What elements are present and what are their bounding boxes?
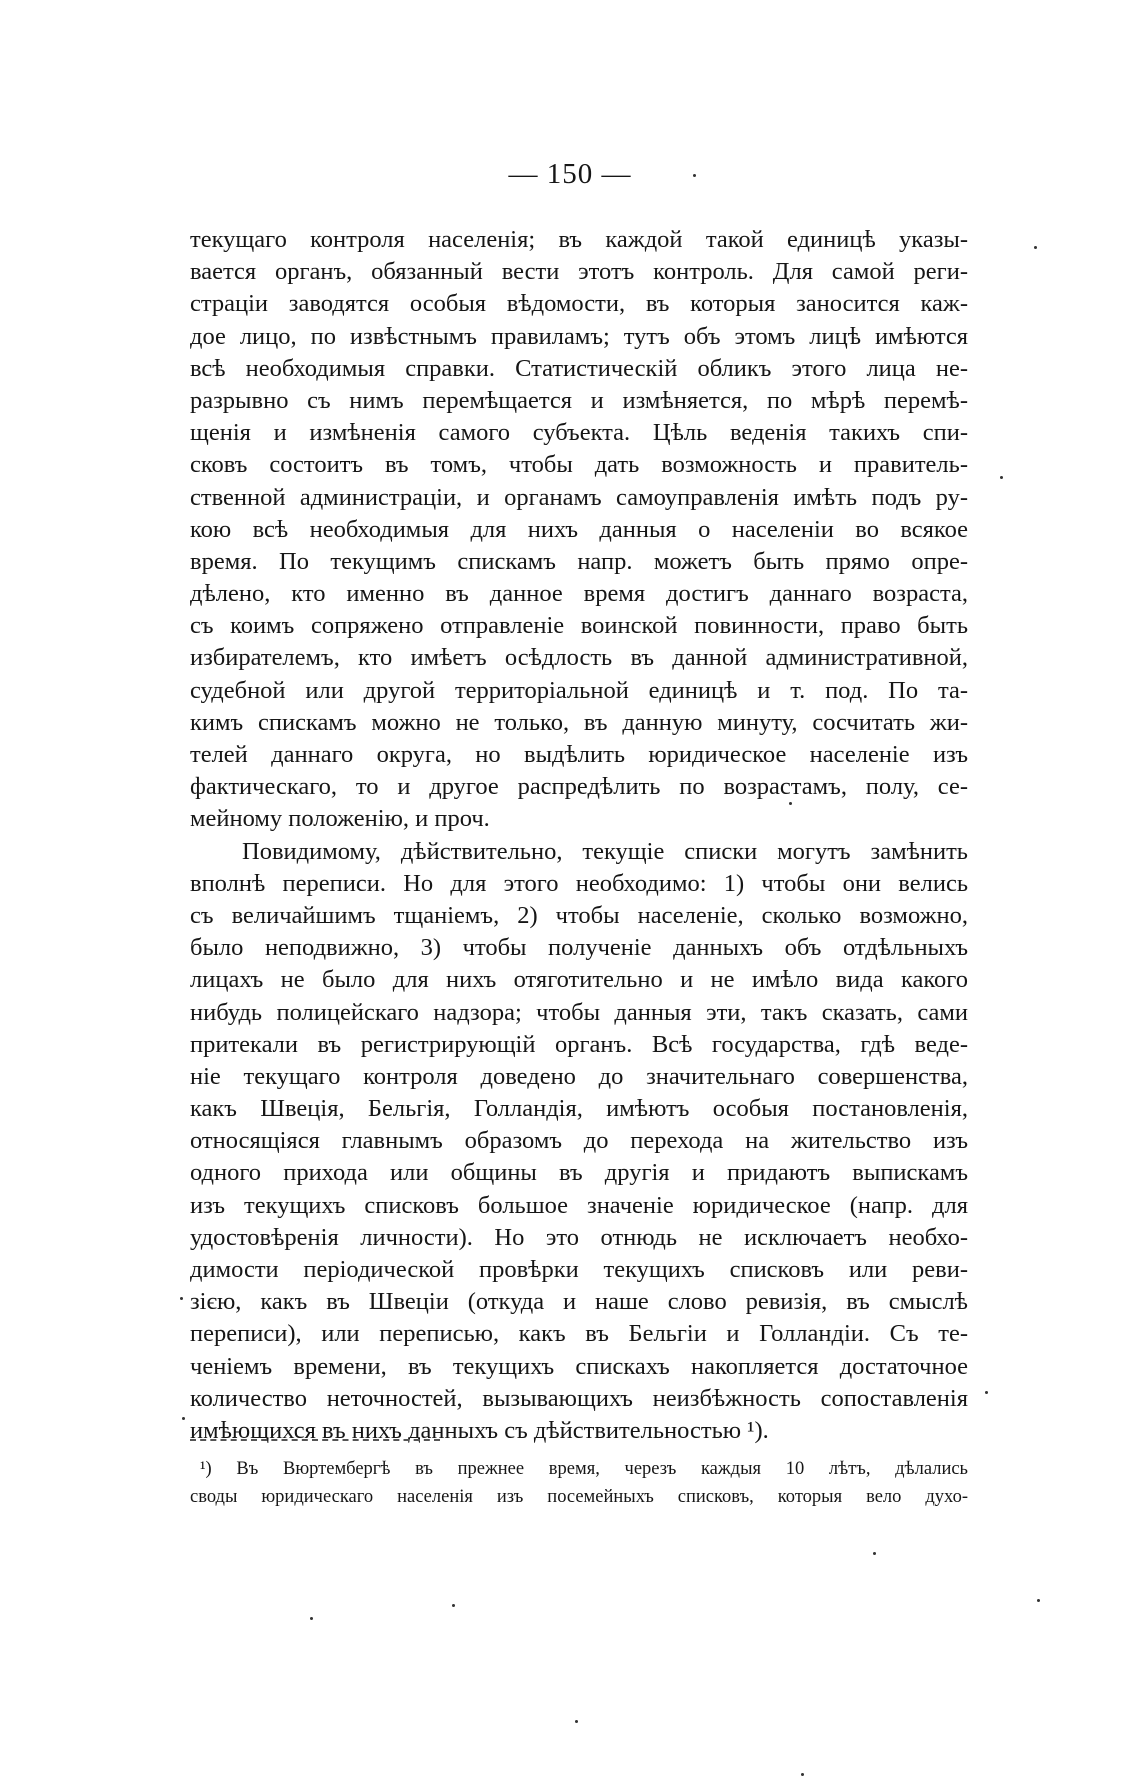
text-line: сковъ состоитъ въ томъ, чтобы дать возможность и правитель- <box>190 451 968 479</box>
text-line: время. По текущимъ спискамъ напр. можетъ быть прямо опре- <box>190 547 968 575</box>
text-line: ченіемъ времени, въ текущихъ спискахъ накопляется достаточное <box>190 1352 968 1380</box>
text-line: удостовѣренія личности). Но это отнюдь не исключаетъ необхо- <box>190 1223 968 1251</box>
text-line: изъ текущихъ списковъ большое значеніе юридическое (напр. для <box>190 1191 968 1219</box>
text-line: разрывно съ нимъ перемѣщается и измѣняется, по мѣрѣ перемѣ- <box>190 386 968 414</box>
scan-speck <box>789 802 792 805</box>
text-line: нибудь полицейскаго надзора; чтобы данныя эти, такъ сказать, сами <box>190 998 968 1026</box>
scan-speck <box>873 1552 876 1555</box>
body-text <box>190 224 968 1447</box>
footnote-line: своды юридическаго населенія изъ посемейныхъ списковъ, которыя вело духо- <box>190 1487 968 1507</box>
text-line: щенія и измѣненія самого субъекта. Цѣль веденія такихъ спи- <box>190 419 968 447</box>
text-line: количество неточностей, вызывающихъ неизбѣжность сопоставленія <box>190 1384 968 1412</box>
text-line: дѣлено, кто именно въ данное время достигъ даннаго возраста, <box>190 580 968 608</box>
text-line: ніе текущаго контроля доведено до значительнаго совершенства, <box>190 1062 968 1090</box>
text-line: кимъ спискамъ можно не только, въ данную минуту, сосчитать жи- <box>190 708 968 736</box>
text-line: лицахъ не было для нихъ отяготительно и не имѣло вида какого <box>190 966 968 994</box>
scan-speck <box>985 1391 988 1394</box>
text-line: зією, какъ въ Швеціи (откуда и наше слово ревизія, въ смыслѣ <box>190 1288 968 1316</box>
text-line: какъ Швеція, Бельгія, Голландія, имѣютъ особыя постановленія, <box>190 1095 968 1123</box>
scan-speck <box>452 1604 455 1607</box>
text-line: переписи), или переписью, какъ въ Бельгіи и Голландіи. Съ те- <box>190 1320 968 1348</box>
text-line: димости періодической провѣрки текущихъ списковъ или реви- <box>190 1256 968 1283</box>
text-line: дое лицо, по извѣстнымъ правиламъ; тутъ объ этомъ лицѣ имѣются <box>190 322 968 350</box>
text-line: одного прихода или общины въ другія и придаютъ выпискамъ <box>190 1159 968 1187</box>
paragraph-start-line: Повидимому, дѣйствительно, текущіе списки могутъ замѣнить <box>242 837 968 865</box>
footnote <box>190 1455 968 1511</box>
text-line: судебной или другой территоріальной единицѣ и т. под. По та- <box>190 676 968 704</box>
text-line: вается органъ, обязанный вести этотъ контроль. Для самой реги- <box>190 258 968 286</box>
footnote-line: ¹) Въ Вюртембергѣ въ прежнее время, черезъ каждыя 10 лѣтъ, дѣлались <box>200 1459 968 1479</box>
text-line: вполнѣ переписи. Но для этого необходимо: 1) чтобы они велись <box>190 869 968 897</box>
footnote-separator <box>190 1439 440 1441</box>
text-line: фактическаго, то и другое распредѣлить по возрастамъ, полу, се- <box>190 773 968 801</box>
scan-speck <box>575 1720 578 1723</box>
text-line: всѣ необходимыя справки. Статистическій обликъ этого лица не- <box>190 354 968 382</box>
text-line: притекали въ регистрирующій органъ. Всѣ государства, гдѣ веде- <box>190 1030 968 1058</box>
text-line: было неподвижно, 3) чтобы полученіе данныхъ объ отдѣльныхъ <box>190 934 968 962</box>
text-line: текущаго контроля населенія; въ каждой такой единицѣ указы- <box>190 226 968 253</box>
paragraph-end-line: мейному положенію, и проч. <box>190 805 490 833</box>
text-line: относящіяся главнымъ образомъ до перехода на жительство изъ <box>190 1127 968 1155</box>
scan-speck <box>693 174 696 177</box>
text-line: съ величайшимъ тщаніемъ, 2) чтобы населеніе, сколько возможно, <box>190 901 968 929</box>
text-line: страціи заводятся особыя вѣдомости, въ которыя заносится каж- <box>190 290 968 318</box>
scan-speck <box>1000 476 1003 479</box>
scan-speck <box>1037 1599 1040 1602</box>
text-line: телей даннаго округа, но выдѣлить юридическое населеніе изъ <box>190 741 968 768</box>
paragraph-end-line: имѣющихся въ нихъ данныхъ съ дѣйствительностью ¹). <box>190 1416 769 1444</box>
page-number: — 150 — <box>508 158 632 190</box>
scan-speck <box>182 1417 185 1420</box>
scan-speck <box>1034 246 1037 249</box>
text-line: ственной администраціи, и органамъ самоуправленія имѣть подъ ру- <box>190 483 968 511</box>
scan-speck <box>310 1617 313 1620</box>
scan-speck <box>180 1297 183 1300</box>
scan-speck <box>801 1773 804 1776</box>
text-line: кою всѣ необходимыя для нихъ данныя о населеніи во всякое <box>190 515 968 543</box>
text-line: съ коимъ сопряжено отправленіе воинской повинности, право быть <box>190 612 968 640</box>
text-line: избирателемъ, кто имѣетъ осѣдлость въ данной административной, <box>190 644 968 672</box>
